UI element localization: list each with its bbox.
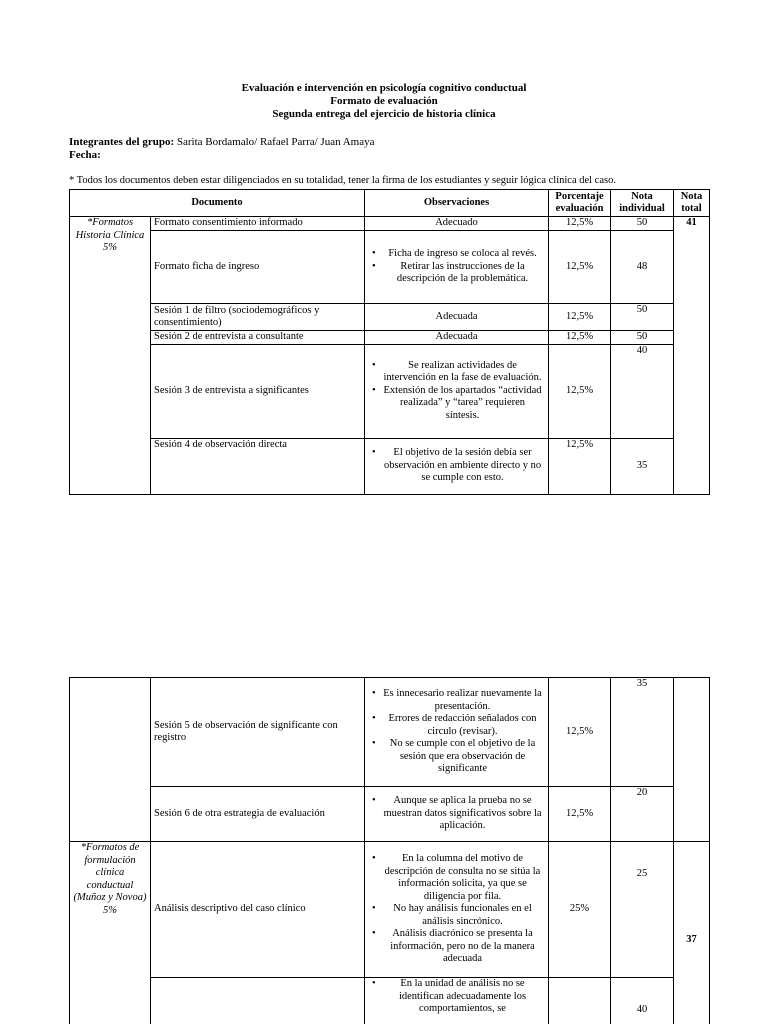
document-title: Evaluación e intervención en psicología cognitivo conductual xyxy=(241,82,527,94)
obs-item: • El objetivo de la sesión debía ser observación en ambiente directo y no se cumple con esto. xyxy=(368,447,545,485)
obs-cell xyxy=(365,438,549,494)
doc-cell: Sesión 1 de filtro (sociodemográficos y consentimiento) xyxy=(151,304,365,331)
obs-cell xyxy=(365,231,549,304)
date-label: Fecha: xyxy=(69,149,101,161)
nota-cell: 40 xyxy=(611,978,674,1024)
table-row xyxy=(70,438,710,494)
pct-cell: 12,5% xyxy=(549,678,611,787)
table-row xyxy=(70,678,710,787)
obs-cell xyxy=(365,978,549,1024)
pct-cell: 25% xyxy=(549,842,611,978)
pct-cell: 12,5% xyxy=(549,231,611,304)
header-porcentaje: Porcentaje evaluación xyxy=(549,190,611,217)
members-value: Sarita Bordamalo/ Rafael Parra/ Juan Amaya xyxy=(176,136,375,148)
pct-cell: 12,5% xyxy=(549,344,611,438)
header-nota-individual: Nota individual xyxy=(611,190,674,217)
pct-cell xyxy=(549,978,611,1024)
table-row xyxy=(70,304,710,331)
pct-cell: 12,5% xyxy=(549,787,611,842)
obs-cell: Adecuada xyxy=(365,304,549,331)
doc-cell: Análisis descriptivo del caso clínico xyxy=(151,842,365,978)
pct-cell: 12,5% xyxy=(549,217,611,231)
obs-item: • No hay análisis funcionales en el análisis sincrónico. xyxy=(368,903,545,928)
nota-cell: 35 xyxy=(611,438,674,494)
obs-cell xyxy=(365,678,549,787)
doc-cell: Formato ficha de ingreso xyxy=(151,231,365,304)
table-row xyxy=(70,344,710,438)
pct-cell: 12,5% xyxy=(549,438,611,494)
obs-cell: Adecuada xyxy=(365,331,549,345)
category-empty xyxy=(70,678,151,842)
obs-item: • Se realizan actividades de intervención en la fase de evaluación. xyxy=(368,360,545,385)
obs-cell xyxy=(365,787,549,842)
nota-cell: 35 xyxy=(611,678,674,787)
nota-cell: 40 xyxy=(611,344,674,438)
category-historia-clinica: *Formatos Historia Clínica 5% xyxy=(70,217,151,495)
nota-cell: 50 xyxy=(611,304,674,331)
obs-item: • Errores de redacción señalados con circulo (revisar). xyxy=(368,713,545,738)
obs-item: • Extensión de los apartados “actividad realizada” y “tarea” requieren síntesis. xyxy=(368,385,545,423)
doc-cell xyxy=(151,978,365,1024)
total-cell: 41 xyxy=(674,217,710,495)
table-row xyxy=(70,978,710,1024)
nota-cell: 50 xyxy=(611,217,674,231)
table-header-row xyxy=(70,190,710,217)
evaluation-table-2 xyxy=(69,677,710,1024)
doc-cell: Sesión 2 de entrevista a consultante xyxy=(151,331,365,345)
obs-item: • En la columna del motivo de descripción de consulta no se sitúa la información solicita, ya que se diligencia por fila. xyxy=(368,853,545,903)
table-row xyxy=(70,787,710,842)
members-label: Integrantes del grupo: xyxy=(69,136,175,148)
doc-cell: Sesión 6 de otra estrategia de evaluación xyxy=(151,787,365,842)
total-cell: 37 xyxy=(674,842,710,1024)
doc-cell: Formato consentimiento informado xyxy=(151,217,365,231)
obs-item: • Aunque se aplica la prueba no se muestran datos significativos sobre la aplicación. xyxy=(368,795,545,833)
table-row xyxy=(70,842,710,978)
document-subtitle: Formato de evaluación xyxy=(330,95,438,107)
obs-item: • Análisis diacrónico se presenta la información, pero no de la manera adecuada xyxy=(368,928,545,966)
category-formulacion-clinica: *Formatos de formulación clínica conductual (Muñoz y Novoa) 5% xyxy=(70,842,151,1024)
obs-cell xyxy=(365,344,549,438)
header-nota-total: Nota total xyxy=(674,190,710,217)
obs-item: • En la unidad de análisis no se identifican adecuadamente los comportamientos, se xyxy=(368,978,545,1016)
obs-item: • Ficha de ingreso se coloca al revés. xyxy=(368,248,545,261)
doc-cell: Sesión 3 de entrevista a significantes xyxy=(151,344,365,438)
header-documento: Documento xyxy=(70,190,365,217)
table-row xyxy=(70,331,710,345)
document-subtitle-2: Segunda entrega del ejercicio de historia clínica xyxy=(272,108,496,120)
total-empty xyxy=(674,678,710,842)
group-info xyxy=(69,136,375,162)
doc-cell: Sesión 4 de observación directa xyxy=(151,438,365,494)
nota-cell: 25 xyxy=(611,842,674,978)
nota-cell: 48 xyxy=(611,231,674,304)
obs-item: • Es innecesario realizar nuevamente la presentación. xyxy=(368,688,545,713)
nota-cell: 50 xyxy=(611,331,674,345)
obs-item: • No se cumple con el objetivo de la sesión que era observación de significante xyxy=(368,738,545,776)
header-observaciones: Observaciones xyxy=(365,190,549,217)
obs-cell xyxy=(365,842,549,978)
obs-item: • Retirar las instrucciones de la descripción de la problemática. xyxy=(368,261,545,286)
table-row xyxy=(70,217,710,231)
instructions-note: * Todos los documentos deben estar diligenciados en su totalidad, tener la firma de los estudiantes y seguir lógica clínica del caso. xyxy=(69,175,616,186)
nota-cell: 20 xyxy=(611,787,674,842)
doc-cell: Sesión 5 de observación de significante con registro xyxy=(151,678,365,787)
pct-cell: 12,5% xyxy=(549,304,611,331)
evaluation-table-1 xyxy=(69,189,710,495)
obs-cell: Adecuado xyxy=(365,217,549,231)
document-heading xyxy=(0,82,768,121)
pct-cell: 12,5% xyxy=(549,331,611,345)
table-row xyxy=(70,231,710,304)
